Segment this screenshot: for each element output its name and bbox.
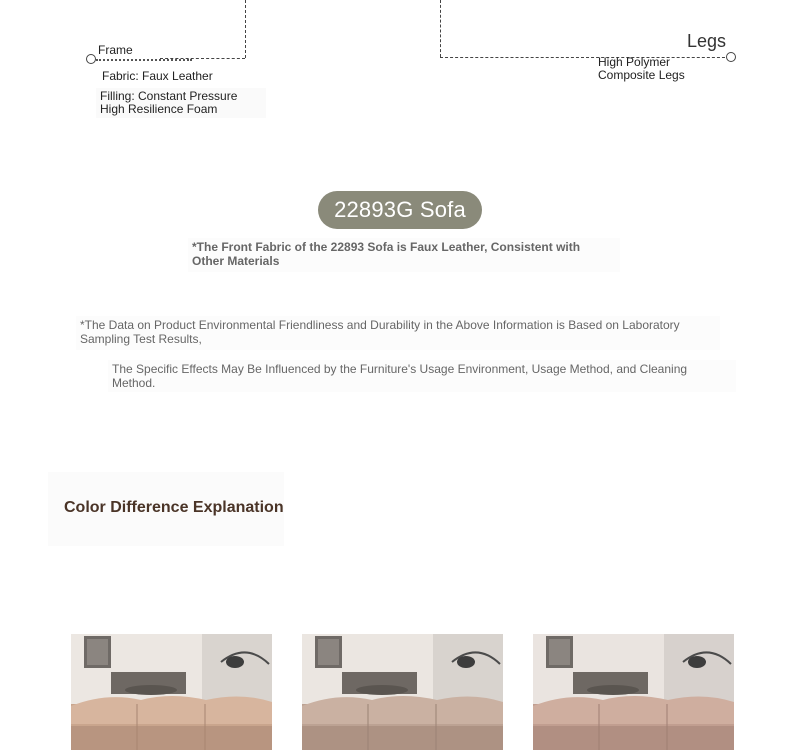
frame-label: Frame	[98, 43, 133, 57]
frame-endpoint-icon	[86, 54, 96, 64]
filling-label-line2: High Resilience Foam	[100, 102, 218, 116]
disclaimer-line1: *The Data on Product Environmental Friendliness and Durability in the Above Information is Based on Laboratory	[80, 318, 680, 332]
filling-label-line1: Filling: Constant Pressure	[100, 89, 238, 103]
disclaimer-line2: Sampling Test Results,	[80, 332, 202, 346]
legs-title: Legs	[687, 31, 727, 51]
legs-leader-horizontal	[440, 57, 730, 58]
product-name-pill: 22893G Sofa	[318, 191, 482, 229]
filling-label	[96, 88, 266, 118]
color-section-title: Color Difference Explanation	[64, 499, 284, 516]
sofa-photo-2	[302, 634, 503, 750]
legs-label-line1: High Polymer	[598, 55, 671, 69]
sofa-photo-3	[533, 634, 734, 750]
sofa-photo-3-image	[533, 634, 734, 750]
legs-label	[598, 56, 685, 82]
fabric-label: Fabric: Faux Leather	[102, 69, 213, 83]
legs-label-line2: Composite Legs	[598, 68, 685, 82]
product-fabric-note-line2: Other Materials	[192, 254, 280, 268]
product-fabric-note	[188, 238, 620, 272]
disclaimer-line3: The Specific Effects May Be Influenced by the Furniture's Usage Environment, Usage Method, and Cleaning Method.	[108, 360, 736, 392]
legs-endpoint-icon	[726, 52, 736, 62]
product-fabric-note-line1: *The Front Fabric of the 22893 Sofa is Faux Leather, Consistent with	[192, 240, 581, 254]
sofa-photo-1-image	[71, 634, 272, 750]
disclaimer-block	[76, 316, 720, 350]
frame-dotted-line	[96, 59, 192, 61]
legs-leader-vertical	[440, 0, 441, 57]
sofa-photo-2-image	[302, 634, 503, 750]
frame-leader-vertical	[245, 0, 246, 58]
sofa-photo-1	[71, 634, 272, 750]
